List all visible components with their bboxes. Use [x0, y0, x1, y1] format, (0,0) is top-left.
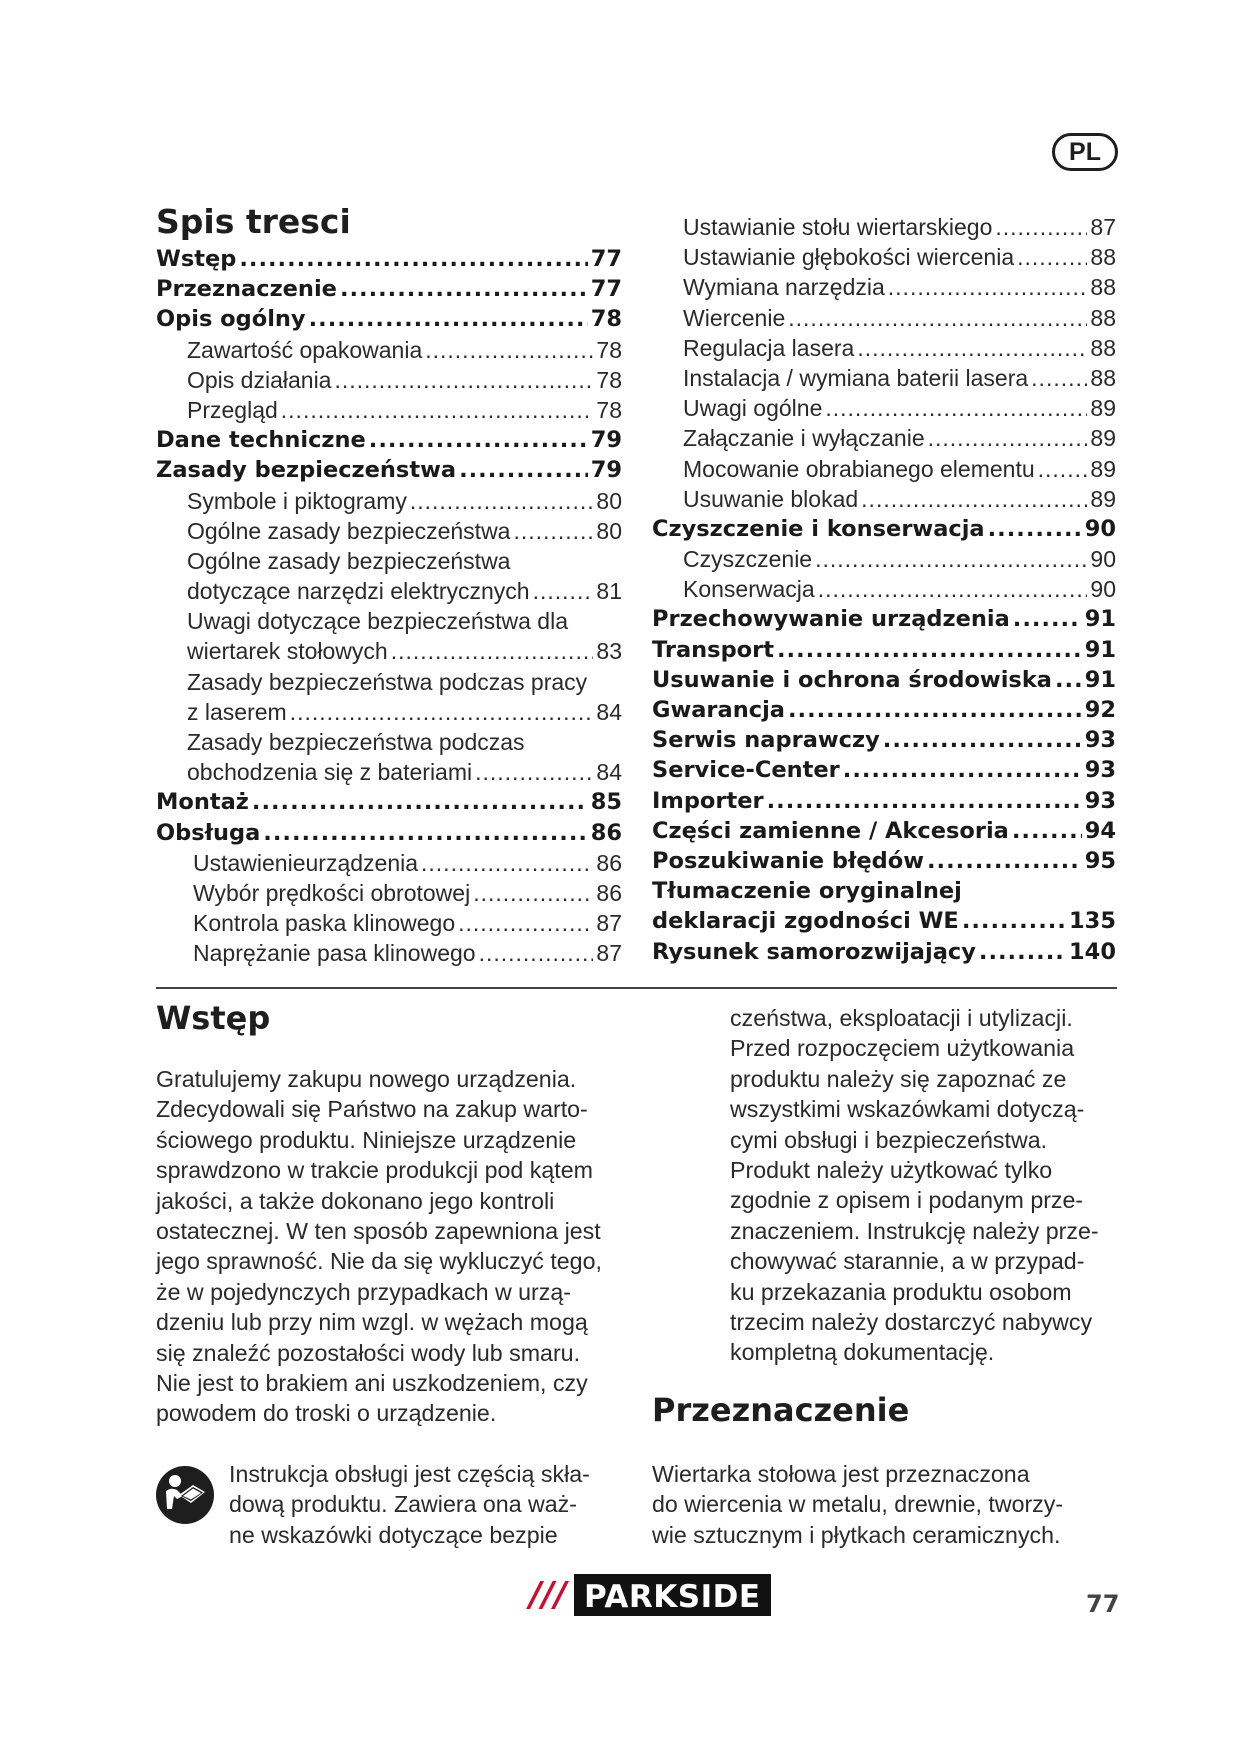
toc-leader-dots	[252, 787, 588, 817]
toc-entry	[156, 667, 622, 697]
toc-entry-label: obchodzenia się z bateriami	[187, 759, 473, 786]
toc-entry-label: Ustawianie głębokości wiercenia	[683, 244, 1015, 271]
toc-entry-page: 78	[596, 396, 622, 423]
toc-entry	[156, 848, 622, 878]
toc-entry-page: 91	[1084, 666, 1116, 693]
toc-leader-dots	[888, 272, 1088, 302]
purpose-heading: Przeznaczenie	[652, 1391, 910, 1429]
toc-entry-page: 81	[596, 578, 622, 605]
toc-entry-label: Wybór prędkości obrotowej	[193, 879, 471, 906]
toc-entry	[652, 695, 1116, 725]
toc-entry-label: Czyszczenie i konserwacja	[652, 515, 985, 542]
toc-entry-label: Konserwacja	[683, 576, 815, 603]
toc-leader-dots	[927, 846, 1082, 876]
toc-entry	[652, 876, 1116, 906]
toc-entry-label: Service-Center	[652, 757, 840, 784]
toc-entry-label: Symbole i piktogramy	[187, 487, 407, 514]
toc-entry	[652, 604, 1116, 634]
toc-entry-label: wiertarek stołowych	[187, 638, 388, 665]
toc-entry-label: dotyczące narzędzi elektrycznych	[187, 578, 530, 605]
toc-entry	[652, 544, 1116, 574]
toc-leader-dots	[1055, 665, 1082, 695]
toc-entry-label: Zasady bezpieczeństwa podczas	[187, 729, 525, 755]
toc-entry	[652, 665, 1116, 695]
toc-entry-page: 77	[590, 246, 622, 272]
toc-entry-label: Usuwanie blokad	[683, 485, 859, 512]
toc-leader-dots	[1031, 363, 1087, 393]
read-manual-icon	[155, 1465, 215, 1525]
toc-entry-page: 87	[1090, 214, 1116, 240]
toc-entry-page: 94	[1084, 817, 1116, 844]
toc-entry	[156, 455, 622, 485]
toc-entry-page: 89	[1090, 425, 1116, 452]
toc-leader-dots	[309, 304, 588, 334]
toc-right-column	[652, 212, 1116, 967]
toc-entry	[156, 787, 622, 817]
toc-leader-dots	[513, 516, 593, 546]
toc-entry-page: 78	[596, 336, 622, 363]
toc-entry-label: Ogólne zasady bezpieczeństwa	[187, 517, 511, 544]
toc-entry	[652, 786, 1116, 816]
toc-entry	[652, 846, 1116, 876]
toc-entry-page: 91	[1084, 636, 1116, 663]
toc-entry-page: 90	[1084, 515, 1116, 542]
toc-entry-page: 86	[590, 819, 622, 846]
toc-entry	[652, 423, 1116, 453]
toc-entry-page: 84	[596, 698, 622, 725]
toc-entry-page: 88	[1090, 304, 1116, 331]
toc-leader-dots	[1012, 816, 1082, 846]
toc-entry	[652, 755, 1116, 785]
toc-entry	[156, 244, 622, 274]
toc-entry-label: Naprężanie pasa klinowego	[193, 940, 476, 967]
toc-leader-dots	[340, 274, 588, 304]
toc-entry-page: 90	[1090, 576, 1116, 603]
toc-entry-label: Rysunek samorozwijający	[652, 938, 976, 965]
toc-entry-label: Kontrola paska klinowego	[193, 910, 456, 937]
toc-entry-label: Wymiana narzędzia	[683, 274, 885, 301]
toc-leader-dots	[962, 906, 1066, 936]
toc-leader-dots	[239, 244, 587, 274]
toc-leader-dots	[815, 544, 1087, 574]
toc-entry-page: 95	[1084, 847, 1116, 874]
toc-entry-page: 89	[1090, 395, 1116, 422]
toc-entry-page: 88	[1090, 364, 1116, 391]
toc-leader-dots	[391, 636, 594, 666]
toc-leader-dots	[979, 937, 1066, 967]
toc-entry	[652, 514, 1116, 544]
toc-entry-label: Części zamienne / Akcesoria	[652, 817, 1009, 844]
logo-brand: PARKSIDE	[574, 1574, 771, 1616]
toc-entry-page: 88	[1090, 244, 1116, 271]
section-divider	[156, 987, 1117, 989]
toc-leader-dots	[533, 576, 594, 606]
toc-entry-label: Instalacja / wymiana baterii lasera	[683, 364, 1029, 391]
toc-entry	[156, 878, 622, 908]
intro-paragraph: Gratulujemy zakupu nowego urządzenia. Zdecydowali się Państwo na zakup warto- ściowego produktu. Niniejsze urządzenie sprawdzono w trakcie produkcji pod kątem jakości, a także dokonano jego kontroli ostatecznej. W ten sposób zapewniona jest jego sprawność. Nie da się wykluczyć tego, że w pojedynczych przypadkach w urzą- dzeniu lub przy nim wzgl. w wężach mogą się znaleźć pozostałości wody lub smaru. Nie jest to brakiem ani uszkodzeniem, czy powodem do troski o urządzenie.	[156, 1066, 602, 1427]
toc-entry-page: 91	[1084, 606, 1116, 633]
toc-entry-label: Dane techniczne	[156, 427, 366, 454]
toc-leader-dots	[818, 574, 1088, 604]
toc-entry	[652, 303, 1116, 333]
toc-entry-page: 93	[1084, 727, 1116, 754]
toc-entry-page: 93	[1084, 787, 1116, 814]
toc-entry	[652, 484, 1116, 514]
toc-entry-label: deklaracji zgodności WE	[652, 908, 959, 935]
toc-entry-label: Tłumaczenie oryginalnej	[652, 878, 962, 905]
toc-leader-dots	[425, 335, 593, 365]
toc-entry-page: 80	[596, 517, 622, 544]
toc-entry-label: Poszukiwanie błędów	[652, 847, 924, 874]
toc-entry-page: 140	[1069, 938, 1116, 965]
toc-entry-label: Opis ogólny	[156, 306, 306, 333]
toc-leader-dots	[767, 786, 1082, 816]
toc-entry	[652, 635, 1116, 665]
toc-entry	[652, 393, 1116, 423]
toc-entry	[156, 516, 622, 546]
toc-entry-label: Serwis naprawczy	[652, 727, 880, 754]
toc-entry-label: Regulacja lasera	[683, 334, 855, 361]
toc-entry-label: Przeznaczenie	[156, 276, 337, 303]
toc-entry-page: 79	[590, 427, 622, 454]
toc-leader-dots	[857, 333, 1087, 363]
toc-entry-page: 88	[1090, 334, 1116, 361]
toc-entry	[156, 697, 622, 727]
toc-leader-dots	[788, 695, 1082, 725]
toc-entry-page: 83	[596, 638, 622, 665]
toc-entry	[156, 304, 622, 334]
toc-entry	[156, 727, 622, 757]
toc-entry-label: Czyszczenie	[683, 546, 813, 573]
toc-entry	[652, 937, 1116, 967]
toc-entry-page: 84	[596, 759, 622, 786]
toc-leader-dots	[777, 635, 1082, 665]
toc-entry-label: Zasady bezpieczeństwa podczas pracy	[187, 668, 588, 695]
toc-title: Spis tresci	[156, 202, 351, 241]
toc-leader-dots	[1038, 454, 1088, 484]
toc-entry-page: 88	[1090, 274, 1116, 301]
toc-entry-label: Uwagi dotyczące bezpieczeństwa dla	[187, 608, 568, 635]
toc-entry-page: 93	[1084, 757, 1116, 784]
toc-entry-label: Obsługa	[156, 819, 261, 846]
toc-leader-dots	[290, 697, 594, 727]
toc-leader-dots	[421, 848, 593, 878]
toc-entry-page: 86	[596, 849, 622, 876]
page-number: 77	[1086, 1590, 1120, 1618]
toc-entry-label: Uwagi ogólne	[683, 395, 823, 422]
toc-entry-page: 92	[1084, 697, 1116, 723]
toc-entry-page: 135	[1069, 908, 1116, 935]
toc-leader-dots	[473, 878, 593, 908]
toc-entry	[156, 818, 622, 848]
toc-leader-dots	[928, 423, 1088, 453]
toc-entry	[156, 274, 622, 304]
toc-entry	[652, 272, 1116, 302]
toc-entry	[652, 363, 1116, 393]
language-badge: PL	[1052, 133, 1118, 171]
toc-leader-dots	[825, 393, 1087, 423]
toc-entry-page: 85	[590, 789, 622, 816]
toc-entry	[156, 546, 622, 576]
toc-leader-dots	[1017, 242, 1087, 272]
toc-entry-page: 78	[596, 366, 622, 393]
toc-entry-label: Mocowanie obrabianego elementu	[683, 455, 1035, 482]
toc-leader-dots	[861, 484, 1087, 514]
toc-entry-page: 79	[590, 457, 622, 484]
toc-entry-page: 87	[596, 910, 622, 937]
toc-leader-dots	[281, 395, 594, 425]
toc-entry	[652, 906, 1116, 936]
toc-leader-dots	[458, 908, 593, 938]
toc-entry-label: Wiercenie	[683, 304, 786, 331]
toc-entry-page: 80	[596, 487, 622, 514]
toc-leader-dots	[410, 486, 594, 516]
logo-slashes: ///	[522, 1574, 574, 1616]
toc-leader-dots	[883, 725, 1082, 755]
toc-leader-dots	[988, 514, 1082, 544]
toc-leader-dots	[459, 455, 588, 485]
toc-entry-label: Ogólne zasady bezpieczeństwa	[187, 547, 511, 574]
toc-entry-label: Zawartość opakowania	[187, 336, 423, 363]
intro-heading: Wstęp	[156, 999, 271, 1037]
toc-entry-label: Załączanie i wyłączanie	[683, 425, 925, 452]
toc-entry	[652, 816, 1116, 846]
purpose-paragraph: Wiertarka stołowa jest przeznaczona do wiercenia w metalu, drewnie, tworzy- wie sztucznym i płytkach ceramicznych.	[652, 1461, 1064, 1548]
parkside-logo	[522, 1574, 771, 1616]
toc-entry	[652, 454, 1116, 484]
toc-entry-page: 86	[596, 879, 622, 906]
toc-entry	[156, 395, 622, 425]
toc-entry	[156, 636, 622, 666]
toc-entry-label: z laserem	[187, 698, 287, 725]
toc-entry	[652, 242, 1116, 272]
toc-entry-label: Transport	[652, 636, 774, 663]
toc-entry	[156, 938, 622, 968]
toc-entry-label: Gwarancja	[652, 697, 785, 723]
manual-note-text: Instrukcja obsługi jest częścią skła- dową produktu. Zawiera ona waż- ne wskazówki dotyczące bezpie	[229, 1461, 590, 1548]
toc-leader-dots	[995, 212, 1087, 242]
toc-leader-dots	[479, 938, 594, 968]
toc-leader-dots	[843, 755, 1082, 785]
toc-entry-page: 90	[1090, 546, 1116, 573]
toc-leader-dots	[263, 818, 587, 848]
toc-leader-dots	[788, 303, 1087, 333]
toc-entry-label: Montaż	[156, 789, 249, 816]
toc-entry-label: Usuwanie i ochrona środowiska	[652, 666, 1052, 693]
toc-entry-page: 89	[1090, 485, 1116, 512]
toc-entry-page: 78	[590, 306, 622, 333]
toc-entry	[156, 486, 622, 516]
toc-leader-dots	[334, 365, 593, 395]
toc-entry-label: Opis działania	[187, 366, 332, 393]
toc-entry-page: 77	[590, 276, 622, 303]
toc-leader-dots	[475, 757, 593, 787]
toc-entry	[156, 576, 622, 606]
toc-entry-label: Ustawianie stołu wiertarskiego	[683, 214, 993, 240]
toc-left-column	[156, 244, 622, 969]
toc-entry-label: Importer	[652, 787, 764, 814]
toc-entry-page: 87	[596, 940, 622, 967]
toc-leader-dots	[1013, 604, 1082, 634]
toc-entry-label: Wstęp	[156, 246, 237, 272]
toc-entry-page: 89	[1090, 455, 1116, 482]
toc-entry	[156, 425, 622, 455]
intro-continuation: czeństwa, eksploatacji i utylizacji. Przed rozpoczęciem użytkowania produktu należy się zapoznać ze wszystkimi wskazówkami dotyczą- cymi obsługi i bezpieczeństwa. Produkt należy użytkować tylko zgodnie z opisem i podanym prze- znaczeniem. Instrukcję należy prze- chowywać starannie, a w przypad- ku przekazania produktu osobom trzecim należy dostarczyć nabywcy kompletną dokumentację.	[730, 1005, 1099, 1366]
toc-entry	[652, 574, 1116, 604]
toc-entry	[156, 365, 622, 395]
toc-entry	[652, 212, 1116, 242]
toc-entry	[156, 757, 622, 787]
toc-entry-label: Przegląd	[187, 396, 278, 423]
toc-entry-label: Ustawienieurządzenia	[193, 849, 419, 876]
toc-entry	[652, 725, 1116, 755]
toc-leader-dots	[369, 425, 588, 455]
toc-entry	[156, 335, 622, 365]
toc-entry-label: Zasady bezpieczeństwa	[156, 457, 457, 484]
toc-entry-label: Przechowywanie urządzenia	[652, 606, 1010, 633]
toc-entry	[156, 606, 622, 636]
toc-entry	[156, 908, 622, 938]
toc-entry	[652, 333, 1116, 363]
